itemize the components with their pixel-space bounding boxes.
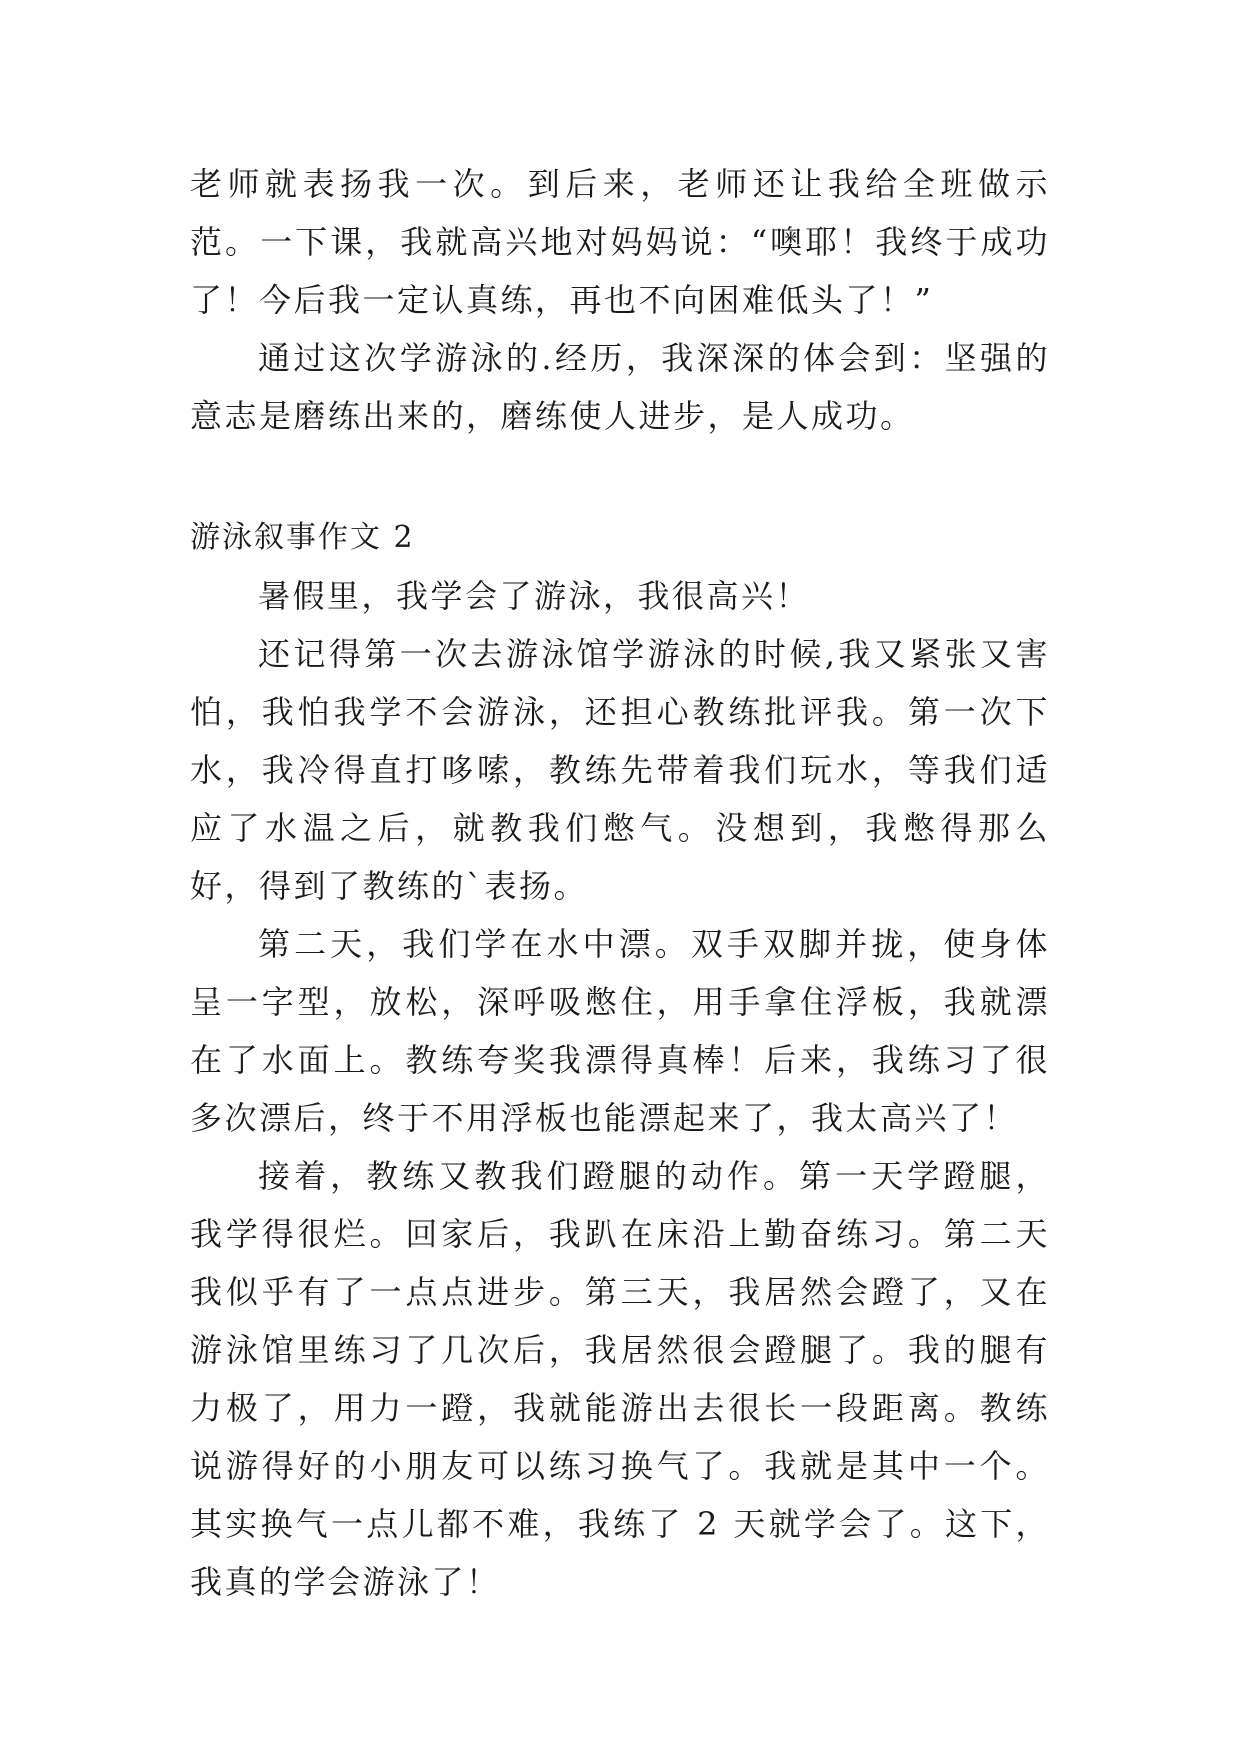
section2-body: [190, 567, 1050, 1611]
section-title: 游泳叙事作文 2: [190, 520, 415, 555]
paragraph: 老师就表扬我一次。到后来，老师还让我给全班做示范。一下课，我就高兴地对妈妈说：“噢耶！我终于成功了！今后我一定认真练，再也不向困难低头了！”: [190, 165, 1050, 319]
paragraph: 第二天，我们学在水中漂。双手双脚并拢，使身体呈一字型，放松，深呼吸憋住，用手拿住浮板，我就漂在了水面上。教练夸奖我漂得真棒！后来，我练习了很多次漂后，终于不用浮板也能漂起来了，我太高兴了！: [190, 925, 1050, 1137]
paragraph: 通过这次学游泳的.经历，我深深的体会到：坚强的意志是磨练出来的，磨练使人进步，是人成功。: [190, 339, 1050, 435]
paragraph: 还记得第一次去游泳馆学游泳的时候,我又紧张又害怕，我怕我学不会游泳，还担心教练批评我。第一次下水，我冷得直打哆嗦，教练先带着我们玩水，等我们适应了水温之后，就教我们憋气。没想到，我憋得那么好，得到了教练的`表扬。: [190, 635, 1050, 905]
section1-body: [190, 155, 1050, 445]
paragraph: 接着，教练又教我们蹬腿的动作。第一天学蹬腿，我学得很烂。回家后，我趴在床沿上勤奋练习。第二天我似乎有了一点点进步。第三天，我居然会蹬了，又在游泳馆里练习了几次后，我居然很会蹬腿了。我的腿有力极了，用力一蹬，我就能游出去很长一段距离。教练说游得好的小朋友可以练习换气了。我就是其中一个。其实换气一点儿都不难，我练了 2 天就学会了。这下，我真的学会游泳了！: [190, 1157, 1050, 1601]
paragraph: 暑假里，我学会了游泳，我很高兴！: [258, 577, 811, 615]
